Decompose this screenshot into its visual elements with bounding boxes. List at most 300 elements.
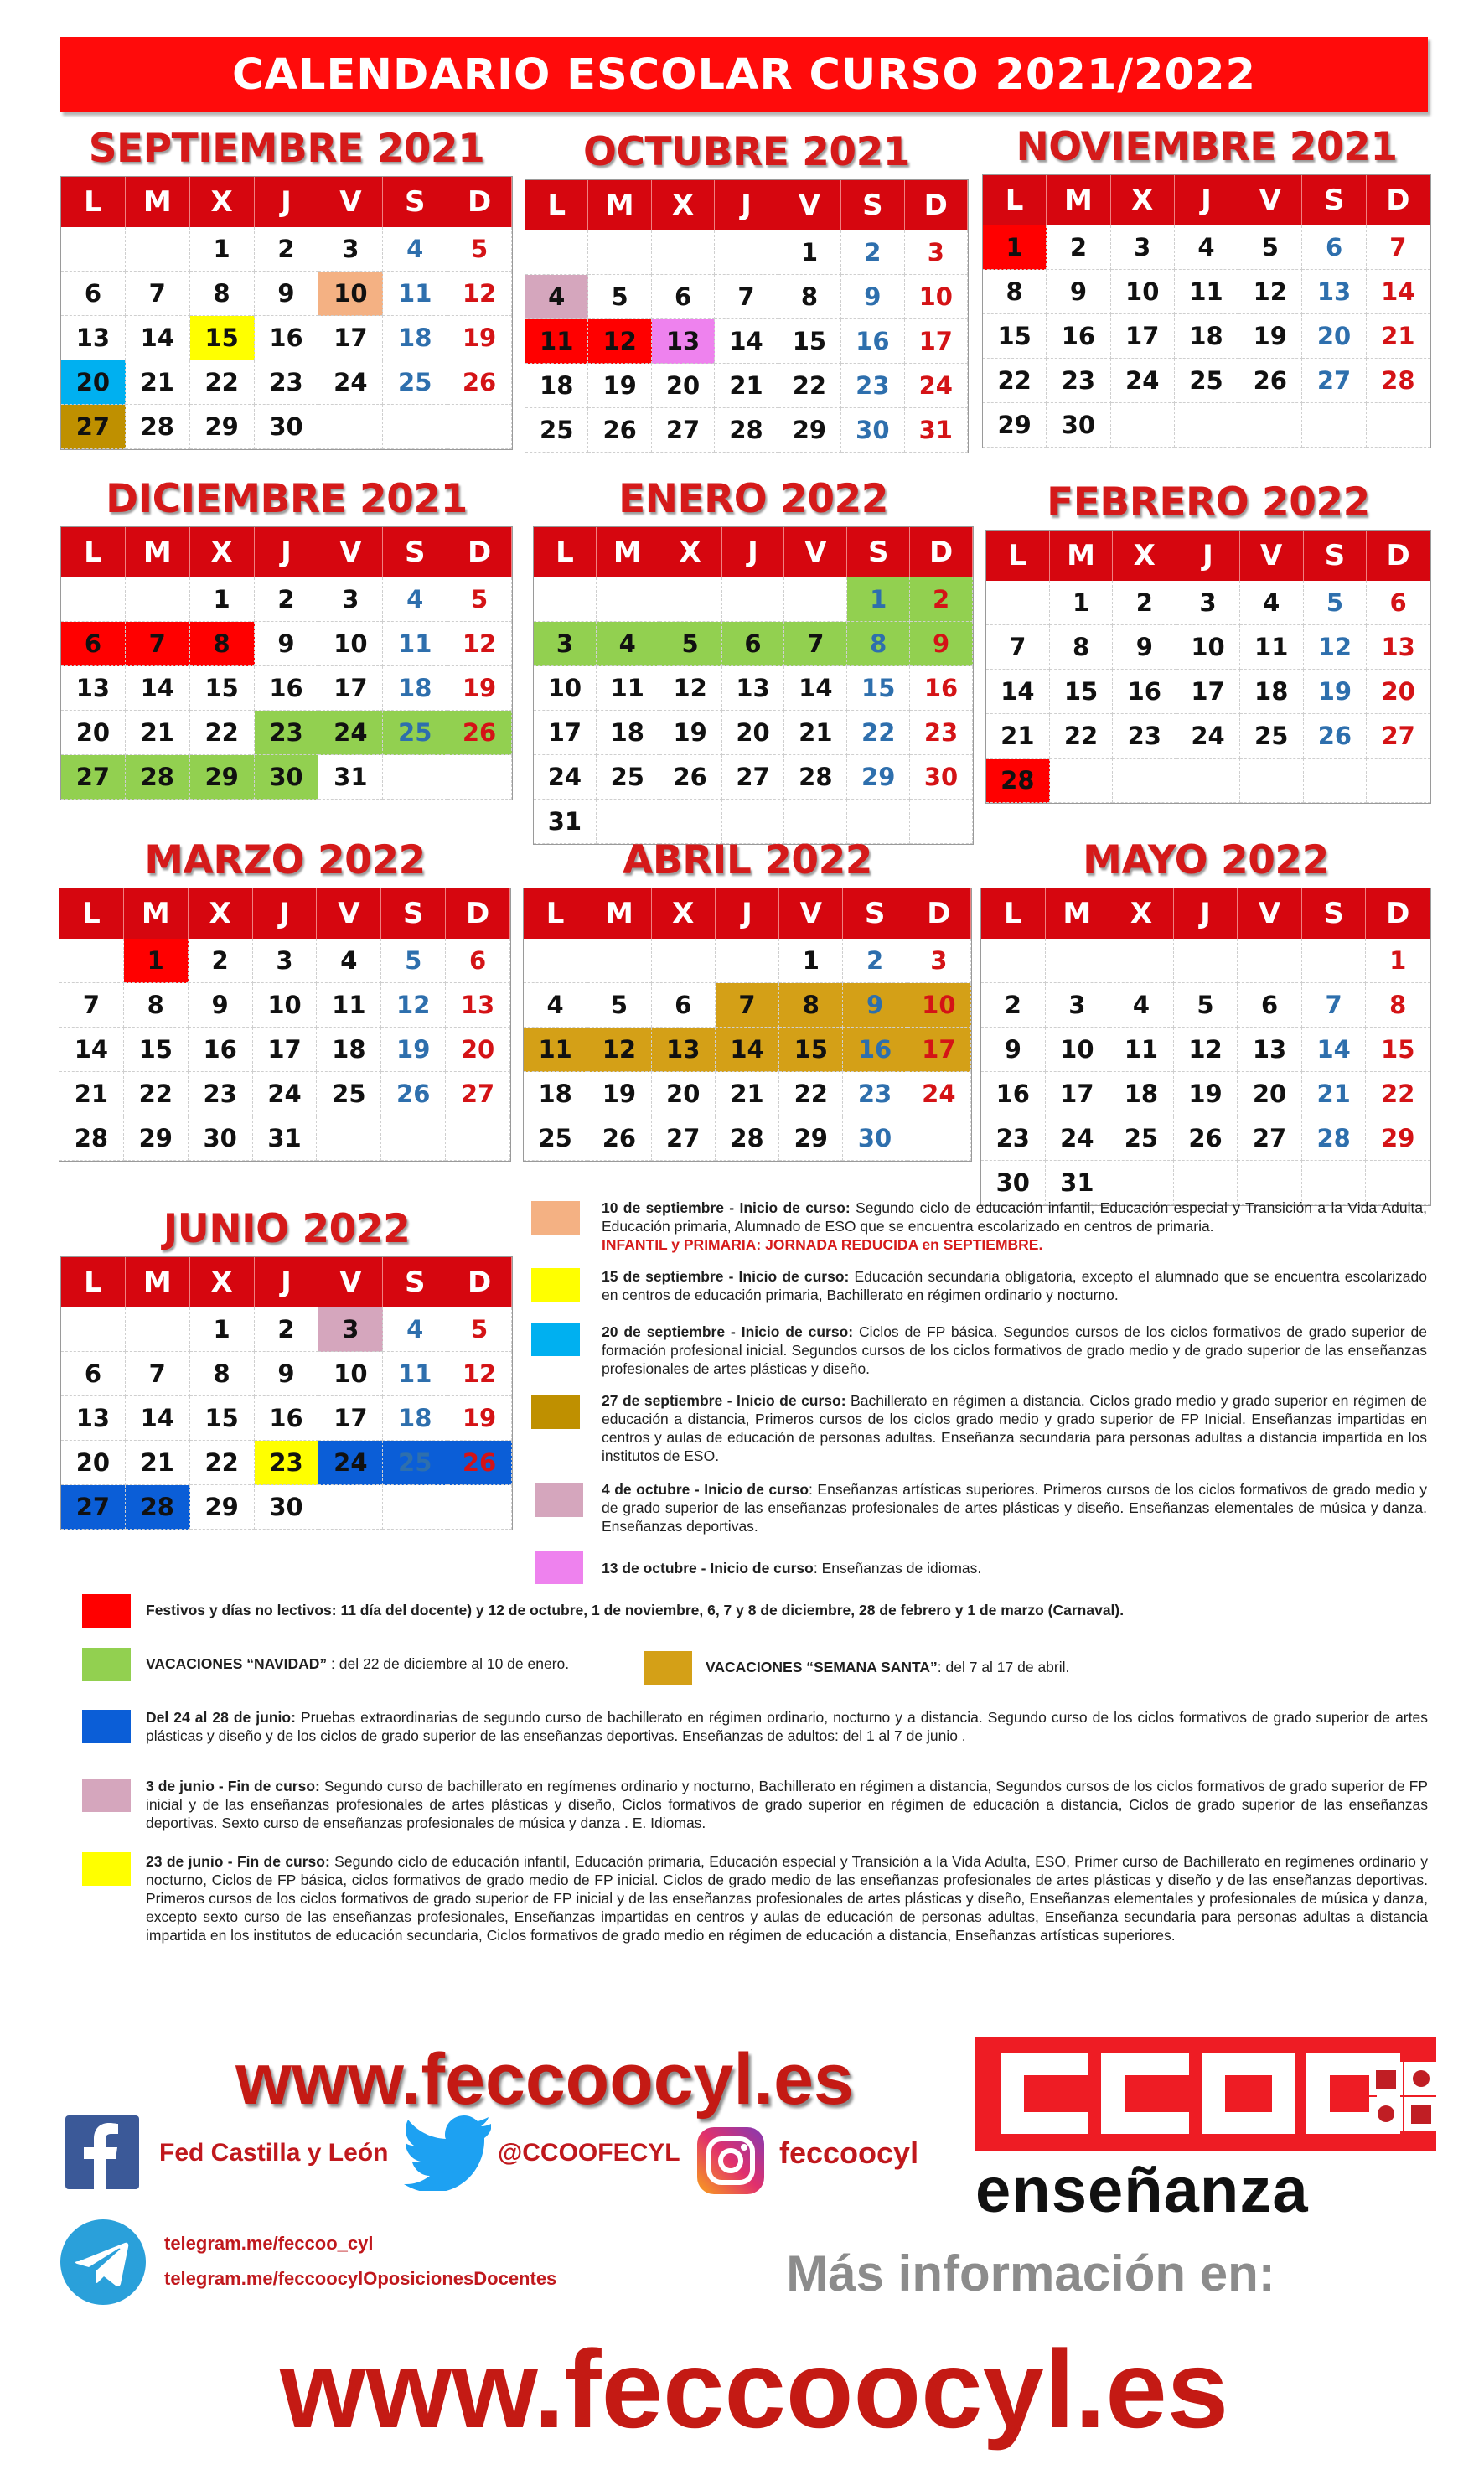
day-cell: 11: [525, 319, 588, 364]
day-cell: 20: [61, 360, 126, 405]
day-cell: 10: [534, 666, 597, 711]
day-cell: 28: [126, 1485, 190, 1530]
weekday-label: J: [716, 888, 779, 939]
weekday-label: S: [383, 1257, 447, 1307]
day-cell: 5: [447, 577, 512, 622]
calendar-grid: [985, 530, 1431, 804]
legend-swatch: [531, 1268, 580, 1302]
day-cell: 19: [1238, 314, 1302, 359]
day-cell: 2: [255, 1307, 319, 1352]
weekday-label: L: [61, 527, 126, 577]
month-calendar: [985, 476, 1431, 804]
empty-cell: [126, 577, 190, 622]
day-cell: 18: [1240, 670, 1304, 714]
day-cell: 9: [1047, 270, 1110, 314]
day-cell: 12: [588, 319, 651, 364]
day-cell: 31: [253, 1116, 318, 1161]
empty-cell: [61, 227, 126, 272]
day-cell: 15: [1050, 670, 1114, 714]
legend-swatch: [535, 1483, 583, 1517]
day-cell: 31: [318, 755, 383, 800]
day-cell: 4: [383, 577, 447, 622]
weekday-header: [61, 177, 512, 227]
day-cell: 1: [847, 577, 910, 622]
weekday-label: J: [255, 1257, 319, 1307]
empty-cell: [986, 581, 1050, 625]
day-cell: 19: [588, 364, 651, 408]
empty-cell: [588, 230, 651, 275]
day-cell: 29: [124, 1116, 189, 1161]
day-cell: 16: [841, 319, 904, 364]
day-cell: 20: [722, 711, 785, 755]
weekday-label: D: [1367, 531, 1430, 581]
day-cell: 16: [255, 1396, 319, 1441]
calendar-grid: [533, 526, 974, 845]
legend-swatch: [531, 1395, 580, 1429]
month-calendar: [60, 473, 513, 800]
day-cell: 30: [843, 1116, 907, 1161]
day-cell: 11: [1109, 1028, 1174, 1072]
weekday-label: S: [1302, 175, 1366, 225]
weekday-label: X: [652, 180, 715, 230]
day-cell: 23: [1113, 714, 1176, 759]
weekday-label: L: [59, 888, 124, 939]
day-cell: 25: [317, 1072, 381, 1116]
weekday-label: M: [126, 177, 190, 227]
day-cell: 3: [318, 1307, 383, 1352]
day-cell: 2: [1047, 225, 1110, 270]
day-cell: 9: [841, 275, 904, 319]
empty-cell: [1174, 939, 1238, 983]
day-cell: 4: [383, 227, 447, 272]
facebook-icon[interactable]: [65, 2115, 139, 2189]
calendar-grid: [523, 888, 972, 1162]
day-cell: 30: [255, 1485, 319, 1530]
day-cell: 21: [59, 1072, 124, 1116]
legend-swatch: [531, 1323, 580, 1356]
day-cell: 17: [907, 1028, 971, 1072]
day-cell: 9: [255, 1352, 319, 1396]
website-link[interactable]: www.feccoocyl.es: [235, 2039, 854, 2120]
day-cell: 5: [447, 1307, 512, 1352]
day-cell: 7: [1302, 983, 1367, 1028]
day-cell: 5: [659, 622, 722, 666]
month-calendar: [980, 834, 1431, 1206]
empty-cell: [1176, 759, 1240, 803]
day-cell: 7: [126, 622, 190, 666]
day-cell: 29: [190, 405, 255, 449]
day-cell: 23: [255, 711, 319, 755]
empty-cell: [383, 755, 447, 800]
day-cell: 18: [383, 1396, 447, 1441]
empty-cell: [317, 1116, 381, 1161]
weekday-label: M: [126, 527, 190, 577]
day-cell: 22: [983, 359, 1047, 403]
weekday-label: J: [715, 180, 778, 230]
day-cell: 26: [447, 1441, 512, 1485]
day-cell: 16: [843, 1028, 907, 1072]
month-calendar: [525, 126, 969, 453]
day-cell: 16: [981, 1072, 1046, 1116]
day-cell: 8: [847, 622, 910, 666]
empty-cell: [126, 227, 190, 272]
weekday-label: D: [446, 888, 510, 939]
day-cell: 2: [841, 230, 904, 275]
weekday-header: [986, 531, 1430, 581]
empty-cell: [1240, 759, 1304, 803]
empty-cell: [383, 405, 447, 449]
weekday-header: [983, 175, 1430, 225]
day-cell: 26: [381, 1072, 446, 1116]
month-title: MARZO 2022: [144, 837, 426, 883]
day-cell: 7: [715, 275, 778, 319]
day-cell: 13: [652, 319, 715, 364]
day-cell: 12: [659, 666, 722, 711]
weekday-label: J: [255, 177, 319, 227]
telegram-link-2[interactable]: telegram.me/feccoocylOposicionesDocentes: [164, 2268, 557, 2289]
day-cell: 20: [1302, 314, 1366, 359]
day-cell: 17: [1046, 1072, 1110, 1116]
weekday-label: X: [1109, 888, 1174, 939]
day-cell: 30: [910, 755, 973, 800]
day-cell: 6: [722, 622, 785, 666]
empty-cell: [1046, 939, 1110, 983]
day-cell: 7: [59, 983, 124, 1028]
month-calendar: [60, 1203, 513, 1530]
day-cell: 27: [61, 755, 126, 800]
day-cell: 6: [1238, 983, 1302, 1028]
weekday-label: V: [784, 527, 847, 577]
day-cell: 25: [383, 711, 447, 755]
day-cell: 10: [1111, 270, 1175, 314]
weekday-label: L: [61, 177, 126, 227]
day-cell: 21: [1302, 1072, 1367, 1116]
weekday-label: J: [255, 527, 319, 577]
day-cell: 14: [126, 316, 190, 360]
day-cell: 15: [779, 1028, 843, 1072]
weekday-label: J: [1176, 531, 1240, 581]
day-cell: 20: [446, 1028, 510, 1072]
empty-cell: [1238, 403, 1302, 448]
day-cell: 23: [841, 364, 904, 408]
day-cell: 8: [124, 983, 189, 1028]
legend-text: 23 de junio - Fin de curso: Segundo ciclo de educación infantil, Educación primaria, Educación especial y Transición a la Vida Adulta, ESO, Primer curso de Bachillerato en regímenes ordinario y nocturno, Ciclos de FP básica, ciclos formativos de grado medio de FP inicial. Ciclos de grado medio de las enseñanzas profesionales de artes plásticas y diseño y de las enseñanzas deportivas. Primeros cursos de los ciclos formativos de grado superior de FP inicial y de las enseñanzas profesionales de artes plásticas y diseño, Enseñanzas elementales y profesionales de música y danza, excepto sexto curso de las enseñanzas profesionales, Enseñanzas impartidas en centros y aulas de educación de personas adultas, Enseñanza secundaria para personas adultas a distancia impartida en los institutos de educación secundaria, Ciclos formativos de grado medio en régimen de educación a distancia, Enseñanzas artísticas superiores.: [146, 1853, 1429, 1944]
day-cell: 12: [1238, 270, 1302, 314]
more-info-text: Más información en:: [786, 2245, 1275, 2302]
day-cell: 28: [784, 755, 847, 800]
day-cell: 10: [1176, 625, 1240, 670]
day-cell: 4: [1175, 225, 1238, 270]
day-cell: 26: [447, 711, 512, 755]
day-cell: 25: [525, 408, 588, 453]
empty-cell: [383, 1485, 447, 1530]
day-cell: 2: [255, 227, 319, 272]
day-cell: 10: [905, 275, 968, 319]
day-cell: 23: [189, 1072, 253, 1116]
day-cell: 8: [778, 275, 841, 319]
day-cell: 24: [1046, 1116, 1110, 1161]
day-cell: 6: [652, 275, 715, 319]
weekday-header: [61, 527, 512, 577]
calendar-grid: [59, 888, 511, 1162]
weekday-label: D: [447, 1257, 512, 1307]
day-cell: 24: [1176, 714, 1240, 759]
day-cell: 30: [981, 1161, 1046, 1205]
day-cell: 1: [190, 577, 255, 622]
day-cell: 3: [318, 227, 383, 272]
month-title: OCTUBRE 2021: [583, 129, 910, 175]
day-cell: 26: [447, 360, 512, 405]
weekday-label: S: [383, 527, 447, 577]
legend-text: 4 de octubre - Inicio de curso: Enseñanzas artísticas superiores. Primeros cursos de los ciclos formativos de grado medio y de grado superior de las enseñanzas profesionales de artes plásticas y diseño. Enseñanzas elementales de música y danza. Enseñanzas deportivas.: [602, 1481, 1427, 1535]
empty-cell: [1111, 403, 1175, 448]
weekday-label: D: [1366, 888, 1430, 939]
day-cell: 2: [910, 577, 973, 622]
day-cell: 18: [383, 316, 447, 360]
weekday-label: X: [189, 888, 253, 939]
day-cell: 19: [587, 1072, 651, 1116]
day-cell: 11: [383, 1352, 447, 1396]
day-cell: 7: [986, 625, 1050, 670]
day-cell: 12: [447, 272, 512, 316]
empty-cell: [525, 230, 588, 275]
day-cell: 26: [1238, 359, 1302, 403]
weekday-label: L: [981, 888, 1046, 939]
day-cell: 29: [983, 403, 1047, 448]
legend-swatch-festivos: [82, 1594, 131, 1628]
weekday-header: [59, 888, 510, 939]
weekday-label: M: [1046, 888, 1110, 939]
legend-text: 20 de septiembre - Inicio de curso: Ciclos de FP básica. Segundos cursos de los ciclos formativos de grado superior de formación profesional inicial. Segundos cursos de los ciclos formativos de grado medio y de grado superior de las enseñanzas profesionales de artes plásticas y diseño.: [602, 1323, 1427, 1377]
day-cell: 29: [190, 755, 255, 800]
day-cell: 22: [1366, 1072, 1430, 1116]
day-cell: 3: [318, 577, 383, 622]
day-cell: 25: [1109, 1116, 1174, 1161]
day-cell: 22: [1050, 714, 1114, 759]
day-cell: 19: [447, 316, 512, 360]
day-cell: 19: [659, 711, 722, 755]
day-cell: 6: [652, 983, 716, 1028]
day-cell: 18: [383, 666, 447, 711]
weekday-label: X: [659, 527, 722, 577]
website-link-big[interactable]: www.feccoocyl.es: [279, 2327, 1229, 2451]
day-cell: 24: [318, 711, 383, 755]
day-cell: 27: [1367, 714, 1430, 759]
month-title: SEPTIEMBRE 2021: [88, 126, 485, 172]
day-cell: 17: [534, 711, 597, 755]
day-cell: 12: [1304, 625, 1368, 670]
weekday-label: S: [847, 527, 910, 577]
day-cell: 28: [59, 1116, 124, 1161]
day-cell: 4: [1109, 983, 1174, 1028]
day-cell: 13: [61, 1396, 126, 1441]
empty-cell: [1367, 403, 1430, 448]
month-title: MAYO 2022: [1083, 837, 1329, 883]
day-cell: 31: [1046, 1161, 1110, 1205]
instagram-icon[interactable]: [697, 2127, 764, 2194]
empty-cell: [318, 405, 383, 449]
legend-swatch: [531, 1201, 580, 1235]
day-cell: 31: [534, 800, 597, 844]
day-cell: 3: [1046, 983, 1110, 1028]
legend-text: 13 de octubre - Inicio de curso: Enseñanzas de idiomas.: [602, 1560, 982, 1577]
weekday-header: [534, 527, 973, 577]
weekday-label: V: [318, 177, 383, 227]
day-cell: 27: [652, 408, 715, 453]
day-cell: 23: [843, 1072, 907, 1116]
day-cell: 8: [1366, 983, 1430, 1028]
day-cell: 24: [253, 1072, 318, 1116]
day-cell: 17: [318, 1396, 383, 1441]
day-cell: 21: [716, 1072, 779, 1116]
legend-swatch-jun3: [82, 1779, 131, 1812]
day-cell: 18: [597, 711, 659, 755]
day-cell: 1: [1050, 581, 1114, 625]
day-cell: 20: [652, 1072, 716, 1116]
weekday-label: X: [190, 1257, 255, 1307]
telegram-icon[interactable]: [60, 2219, 146, 2305]
twitter-icon[interactable]: [404, 2115, 494, 2191]
day-cell: 22: [778, 364, 841, 408]
month-title: ABRIL 2022: [623, 837, 872, 883]
month-title: DICIEMBRE 2021: [106, 476, 468, 522]
day-cell: 28: [716, 1116, 779, 1161]
day-cell: 26: [588, 408, 651, 453]
day-cell: 3: [905, 230, 968, 275]
day-cell: 14: [986, 670, 1050, 714]
empty-cell: [447, 405, 512, 449]
day-cell: 21: [715, 364, 778, 408]
month-title: FEBRERO 2022: [1047, 479, 1370, 526]
day-cell: 1: [190, 1307, 255, 1352]
day-cell: 7: [716, 983, 779, 1028]
day-cell: 8: [983, 270, 1047, 314]
instagram-label[interactable]: feccoocyl: [779, 2136, 919, 2170]
day-cell: 28: [1302, 1116, 1367, 1161]
page-title: CALENDARIO ESCOLAR CURSO 2021/2022: [232, 49, 1256, 100]
day-cell: 11: [524, 1028, 587, 1072]
day-cell: 14: [126, 1396, 190, 1441]
day-cell: 21: [126, 711, 190, 755]
day-cell: 16: [1113, 670, 1176, 714]
day-cell: 24: [905, 364, 968, 408]
day-cell: 1: [1366, 939, 1430, 983]
day-cell: 21: [1367, 314, 1430, 359]
day-cell: 16: [255, 666, 319, 711]
weekday-label: S: [383, 177, 447, 227]
day-cell: 9: [1113, 625, 1176, 670]
empty-cell: [597, 577, 659, 622]
title-banner: [60, 37, 1428, 112]
day-cell: 20: [1367, 670, 1430, 714]
day-cell: 22: [190, 360, 255, 405]
twitter-label[interactable]: @CCOOFECYL: [498, 2139, 680, 2167]
calendar-grid: [982, 174, 1431, 448]
day-cell: 20: [1238, 1072, 1302, 1116]
day-cell: 10: [1046, 1028, 1110, 1072]
weekday-label: V: [778, 180, 841, 230]
day-cell: 5: [587, 983, 651, 1028]
weekday-label: X: [652, 888, 716, 939]
day-cell: 11: [317, 983, 381, 1028]
day-cell: 6: [1302, 225, 1366, 270]
day-cell: 31: [905, 408, 968, 453]
day-cell: 29: [778, 408, 841, 453]
weekday-label: V: [318, 1257, 383, 1307]
day-cell: 17: [318, 316, 383, 360]
month-title: NOVIEMBRE 2021: [1016, 124, 1398, 170]
day-cell: 18: [1109, 1072, 1174, 1116]
day-cell: 14: [1302, 1028, 1367, 1072]
day-cell: 1: [983, 225, 1047, 270]
empty-cell: [1109, 939, 1174, 983]
day-cell: 16: [910, 666, 973, 711]
day-cell: 15: [190, 666, 255, 711]
day-cell: 30: [841, 408, 904, 453]
day-cell: 24: [907, 1072, 971, 1116]
day-cell: 10: [253, 983, 318, 1028]
telegram-link-1[interactable]: telegram.me/feccoo_cyl: [164, 2233, 374, 2254]
month-calendar: [59, 834, 511, 1162]
day-cell: 19: [1174, 1072, 1238, 1116]
facebook-label[interactable]: Fed Castilla y León: [159, 2139, 389, 2167]
day-cell: 21: [126, 360, 190, 405]
day-cell: 17: [318, 666, 383, 711]
day-cell: 25: [383, 1441, 447, 1485]
empty-cell: [1238, 939, 1302, 983]
empty-cell: [652, 230, 715, 275]
day-cell: 18: [1175, 314, 1238, 359]
day-cell: 3: [1111, 225, 1175, 270]
day-cell: 11: [1175, 270, 1238, 314]
day-cell: 24: [318, 360, 383, 405]
weekday-label: V: [1238, 888, 1302, 939]
day-cell: 13: [61, 316, 126, 360]
weekday-label: X: [190, 177, 255, 227]
calendar-grid: [60, 1256, 513, 1530]
day-cell: 12: [587, 1028, 651, 1072]
day-cell: 13: [1302, 270, 1366, 314]
legend-swatch: [535, 1551, 583, 1584]
day-cell: 16: [189, 1028, 253, 1072]
day-cell: 27: [446, 1072, 510, 1116]
day-cell: 11: [383, 622, 447, 666]
day-cell: 20: [652, 364, 715, 408]
day-cell: 29: [1366, 1116, 1430, 1161]
day-cell: 13: [652, 1028, 716, 1072]
day-cell: 14: [1367, 270, 1430, 314]
day-cell: 23: [1047, 359, 1110, 403]
day-cell: 17: [905, 319, 968, 364]
empty-cell: [1367, 759, 1430, 803]
day-cell: 6: [1367, 581, 1430, 625]
weekday-label: M: [124, 888, 189, 939]
day-cell: 22: [190, 1441, 255, 1485]
day-cell: 11: [597, 666, 659, 711]
calendar-grid: [60, 176, 513, 450]
weekday-label: M: [1047, 175, 1110, 225]
weekday-label: M: [1050, 531, 1114, 581]
day-cell: 19: [381, 1028, 446, 1072]
day-cell: 10: [907, 983, 971, 1028]
legend-text: Del 24 al 28 de junio: Pruebas extraordinarias de segundo curso de bachillerato en régimen ordinario, nocturno y a distancia. Segundo curso de los ciclos formativos de grado superior de artes plásticas y diseño y de los ciclos de grado superior de las enseñanzas deportivas. Enseñanzas de adultos: del 1 al 7 de junio .: [146, 1709, 1428, 1744]
weekday-label: V: [318, 527, 383, 577]
day-cell: 15: [190, 316, 255, 360]
day-cell: 27: [61, 405, 126, 449]
weekday-label: S: [841, 180, 904, 230]
day-cell: 4: [1240, 581, 1304, 625]
calendar-grid: [980, 888, 1431, 1206]
